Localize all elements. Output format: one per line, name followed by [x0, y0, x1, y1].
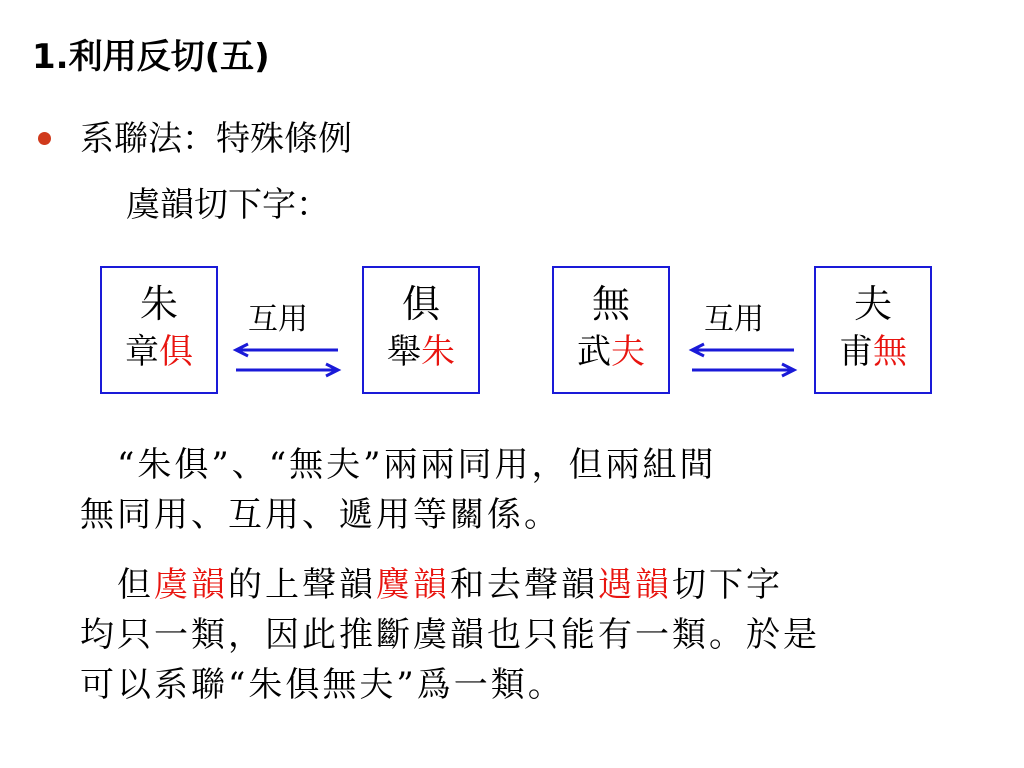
main-char: 夫 — [853, 282, 892, 326]
text-run: 但 — [80, 565, 154, 605]
fanqie — [816, 330, 930, 374]
fanqie-lower: 俱 — [159, 332, 193, 372]
page-title: 1.利用反切(五) — [32, 37, 270, 77]
fanqie-lower: 朱 — [421, 332, 455, 372]
bidirectional-arrow-icon — [232, 340, 342, 380]
char-box-zhu — [100, 266, 218, 394]
main-char: 無 — [591, 282, 630, 326]
fanqie-upper: 武 — [577, 332, 611, 372]
bidirectional-arrow-icon — [688, 340, 798, 380]
highlight-yu-rhyme: 虞韻 — [154, 565, 228, 605]
char-box-fu — [814, 266, 932, 394]
bullet-dot-icon — [38, 132, 51, 145]
fanqie-upper: 章 — [125, 332, 159, 372]
fanqie-lower: 夫 — [611, 332, 645, 372]
mutual-use-label: 互用 — [248, 302, 308, 337]
fanqie-lower: 無 — [873, 332, 907, 372]
paragraph-line: 可以系聯“朱俱無夫”爲一類。 — [80, 665, 565, 705]
paragraph-line — [80, 560, 1000, 610]
paragraph-line: 無同用、互用、遞用等關係。 — [80, 495, 561, 535]
text-run: 切下字 — [672, 565, 783, 605]
text-run: 的上聲韻 — [228, 565, 376, 605]
text-run: 和去聲韻 — [450, 565, 598, 605]
fanqie-upper: 舉 — [387, 332, 421, 372]
fanqie — [364, 330, 478, 374]
char-box-wu — [552, 266, 670, 394]
main-char: 朱 — [139, 282, 178, 326]
fanqie — [102, 330, 216, 374]
paragraph-line: “朱俱”、“無夫”兩兩同用，但兩組間 — [80, 445, 717, 485]
sub-heading: 虞韻切下字： — [126, 185, 330, 225]
fanqie — [554, 330, 668, 374]
main-char: 俱 — [401, 282, 440, 326]
bullet-text: 系聯法：特殊條例 — [80, 119, 352, 159]
paragraph-usage — [80, 440, 1000, 540]
mutual-use-label: 互用 — [704, 302, 764, 337]
paragraph-line: 均只一類，因此推斷虞韻也只能有一類。於是 — [80, 615, 820, 655]
paragraph-inference — [80, 560, 1000, 710]
highlight-yu-departing-rhyme: 遇韻 — [598, 565, 672, 605]
char-box-ju — [362, 266, 480, 394]
highlight-yu-rising-rhyme: 麌韻 — [376, 565, 450, 605]
fanqie-upper: 甫 — [839, 332, 873, 372]
